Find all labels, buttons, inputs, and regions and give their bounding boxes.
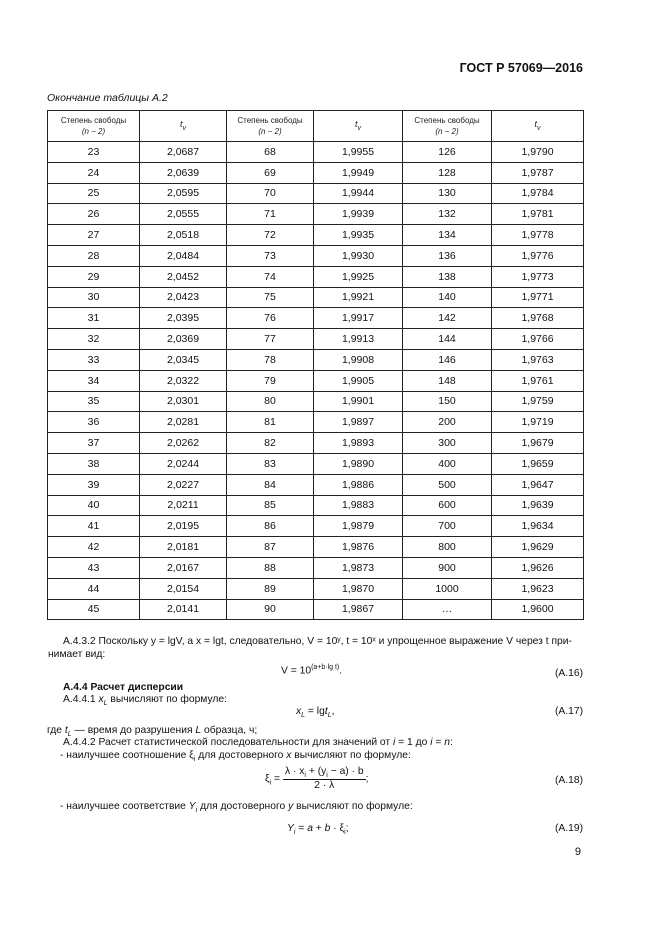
page-number: 9 <box>574 846 581 858</box>
table-cell: 2,0141 <box>140 599 227 620</box>
table-cell: 78 <box>227 349 314 370</box>
table-cell: 43 <box>48 557 140 578</box>
equation-number: (А.16) <box>554 668 583 679</box>
table-cell: 85 <box>227 495 314 516</box>
table-cell: 89 <box>227 578 314 599</box>
table-cell: 73 <box>227 245 314 266</box>
col-header-tv: $t_v$ <box>314 111 403 142</box>
table-cell: 1,9917 <box>314 308 403 329</box>
document-code: ГОСТ Р 57069—2016 <box>459 61 583 75</box>
table-cell: 31 <box>48 308 140 329</box>
table-header-row <box>48 111 584 142</box>
table-row <box>48 225 584 246</box>
table-cell: 1,9759 <box>492 391 584 412</box>
table-cell: 1,9771 <box>492 287 584 308</box>
table-cell: 30 <box>48 287 140 308</box>
table-row <box>48 245 584 266</box>
table-row <box>48 599 584 620</box>
col-header-df: Степень свободы (n − 2) <box>48 111 140 142</box>
table-cell: 136 <box>403 245 492 266</box>
table-cell: 36 <box>48 412 140 433</box>
table-cell: 146 <box>403 349 492 370</box>
table-cell: 1,9897 <box>314 412 403 433</box>
student-t-table <box>47 110 584 620</box>
table-cell: 23 <box>48 142 140 163</box>
paragraph-a441: А.4.4.1 $x_L$ вычисляют по формуле: <box>63 694 228 708</box>
table-cell: 140 <box>403 287 492 308</box>
table-cell: 132 <box>403 204 492 225</box>
table-cell: 1,9873 <box>314 557 403 578</box>
table-cell: 29 <box>48 266 140 287</box>
table-cell: 2,0301 <box>140 391 227 412</box>
table-cell: 27 <box>48 225 140 246</box>
table-cell: 2,0244 <box>140 453 227 474</box>
table-cell: 138 <box>403 266 492 287</box>
equation-a16: $V = 10^{(a+b\cdot lg t)}$. <box>281 664 343 677</box>
table-row <box>48 204 584 225</box>
table-cell: 1,9623 <box>492 578 584 599</box>
table-cell: 1,9766 <box>492 329 584 350</box>
table-cell: 1,9921 <box>314 287 403 308</box>
table-cell: 1,9935 <box>314 225 403 246</box>
table-cell: 2,0423 <box>140 287 227 308</box>
table-cell: 83 <box>227 453 314 474</box>
table-cell: 1,9944 <box>314 183 403 204</box>
table-cell: 1,9905 <box>314 370 403 391</box>
table-cell: 2,0322 <box>140 370 227 391</box>
table-cell: 2,0154 <box>140 578 227 599</box>
table-cell: 2,0167 <box>140 557 227 578</box>
bullet-item: - наилучшее соответствие $Y_i$ для достоверного y вычисляют по формуле: <box>60 801 413 815</box>
table-cell: 1,9719 <box>492 412 584 433</box>
paragraph-a432 <box>48 635 583 661</box>
paragraph-a442: А.4.4.2 Расчет статистической последовательности для значений от i = 1 до i = n: <box>63 737 453 748</box>
table-cell: 2,0452 <box>140 266 227 287</box>
table-row <box>48 287 584 308</box>
table-cell: 81 <box>227 412 314 433</box>
equation-a18: $\xi_i$ = $\frac{\lambda \cdot x_i + (y_i - a) \cdot b}{2 \cdot \lambda}$ ; <box>265 766 369 792</box>
table-cell: 74 <box>227 266 314 287</box>
table-cell: 134 <box>403 225 492 246</box>
paragraph-where: где $t_L$ — время до разрушения L образца, ч; <box>47 725 258 739</box>
table-cell: 800 <box>403 537 492 558</box>
table-cell: 1,9776 <box>492 245 584 266</box>
table-cell: 1,9886 <box>314 474 403 495</box>
table-cell: 1,9901 <box>314 391 403 412</box>
table-cell: 1,9925 <box>314 266 403 287</box>
table-cell: 126 <box>403 142 492 163</box>
table-row <box>48 578 584 599</box>
col-header-df: Степень свободы (n − 2) <box>403 111 492 142</box>
table-row <box>48 183 584 204</box>
table-cell: 1,9876 <box>314 537 403 558</box>
bullet-item: - наилучшее соотношение $\xi_i$ для достоверного x вычисляют по формуле: <box>60 750 411 764</box>
table-cell: 77 <box>227 329 314 350</box>
equation-number: (А.19) <box>554 823 583 834</box>
table-cell: 28 <box>48 245 140 266</box>
table-cell: 71 <box>227 204 314 225</box>
table-cell: 25 <box>48 183 140 204</box>
table-cell: 1,9626 <box>492 557 584 578</box>
table-cell: 79 <box>227 370 314 391</box>
table-cell: 1,9768 <box>492 308 584 329</box>
equation-number: (А.18) <box>554 775 583 786</box>
paragraph-line: нимает вид: <box>48 649 106 660</box>
table-cell: 700 <box>403 516 492 537</box>
table-cell: 1,9781 <box>492 204 584 225</box>
table-row <box>48 266 584 287</box>
table-row <box>48 308 584 329</box>
table-cell: 41 <box>48 516 140 537</box>
table-cell: 2,0687 <box>140 142 227 163</box>
fraction: $\frac{\lambda \cdot x_i + (y_i - a) \cdot b}{2 \cdot \lambda}$ <box>284 766 364 792</box>
table-cell: 1,9639 <box>492 495 584 516</box>
equation-number: (А.17) <box>554 706 583 717</box>
table-cell: 70 <box>227 183 314 204</box>
table-cell: 2,0518 <box>140 225 227 246</box>
table-cell: 1,9634 <box>492 516 584 537</box>
table-cell: 1,9659 <box>492 453 584 474</box>
table-cell: 1,9883 <box>314 495 403 516</box>
table-cell: 82 <box>227 433 314 454</box>
table-cell: 600 <box>403 495 492 516</box>
table-row <box>48 391 584 412</box>
table-cell: 2,0281 <box>140 412 227 433</box>
table-cell: 2,0484 <box>140 245 227 266</box>
table-row <box>48 329 584 350</box>
table-cell: 84 <box>227 474 314 495</box>
table-row <box>48 433 584 454</box>
table-cell: 32 <box>48 329 140 350</box>
table-row <box>48 370 584 391</box>
table-cell: 2,0639 <box>140 162 227 183</box>
table-cell: 76 <box>227 308 314 329</box>
table-cell: 900 <box>403 557 492 578</box>
table-cell: 144 <box>403 329 492 350</box>
table-cell: 400 <box>403 453 492 474</box>
table-cell: 45 <box>48 599 140 620</box>
table-cell: 75 <box>227 287 314 308</box>
table-cell: 2,0227 <box>140 474 227 495</box>
table-cell: 1,9763 <box>492 349 584 370</box>
table-cell: 1,9955 <box>314 142 403 163</box>
table-cell: 1,9778 <box>492 225 584 246</box>
equation-a17: $x_L = \lg t_L$, <box>296 706 335 720</box>
col-header-tv: $t_v$ <box>140 111 227 142</box>
table-cell: 42 <box>48 537 140 558</box>
table-cell: 1,9867 <box>314 599 403 620</box>
table-cell: 148 <box>403 370 492 391</box>
equation-a19: $Y_i = a + b \cdot \xi_i$; <box>287 823 349 837</box>
table-cell: 1,9773 <box>492 266 584 287</box>
table-cell: 1,9939 <box>314 204 403 225</box>
table-cell: 86 <box>227 516 314 537</box>
table-cell: 38 <box>48 453 140 474</box>
table-cell: 1,9790 <box>492 142 584 163</box>
table-cell: 39 <box>48 474 140 495</box>
table-cell: 69 <box>227 162 314 183</box>
table-cell: 1,9787 <box>492 162 584 183</box>
table-cell: 128 <box>403 162 492 183</box>
table-cell: 1,9890 <box>314 453 403 474</box>
table-cell: 2,0395 <box>140 308 227 329</box>
table-cell: 24 <box>48 162 140 183</box>
table-cell: 2,0555 <box>140 204 227 225</box>
table-cell: 1,9679 <box>492 433 584 454</box>
table-cell: 88 <box>227 557 314 578</box>
table-cell: 2,0345 <box>140 349 227 370</box>
table-cell: 1,9879 <box>314 516 403 537</box>
table-cell: 34 <box>48 370 140 391</box>
table-cell: 1,9930 <box>314 245 403 266</box>
table-row <box>48 349 584 370</box>
table-cell: 37 <box>48 433 140 454</box>
table-cell: 1,9761 <box>492 370 584 391</box>
table-cell: 2,0211 <box>140 495 227 516</box>
table-row <box>48 412 584 433</box>
table-row <box>48 557 584 578</box>
table-cell: 130 <box>403 183 492 204</box>
col-header-tv: $t_v$ <box>492 111 584 142</box>
table-caption: Окончание таблицы А.2 <box>47 92 168 104</box>
section-heading-a44: А.4.4 Расчет дисперсии <box>63 682 184 693</box>
table-cell: 1,9784 <box>492 183 584 204</box>
table-cell: 68 <box>227 142 314 163</box>
table-cell: 1,9647 <box>492 474 584 495</box>
table-cell: 35 <box>48 391 140 412</box>
table-cell: 1,9893 <box>314 433 403 454</box>
table-cell: 150 <box>403 391 492 412</box>
table-cell: 2,0262 <box>140 433 227 454</box>
table-row <box>48 453 584 474</box>
table-cell: 1,9600 <box>492 599 584 620</box>
table-cell: 44 <box>48 578 140 599</box>
table-row <box>48 495 584 516</box>
table-cell: 2,0181 <box>140 537 227 558</box>
table-cell: 1,9949 <box>314 162 403 183</box>
table-cell: 90 <box>227 599 314 620</box>
table-cell: … <box>403 599 492 620</box>
col-header-df: Степень свободы (n − 2) <box>227 111 314 142</box>
table-cell: 40 <box>48 495 140 516</box>
table-cell: 2,0595 <box>140 183 227 204</box>
table-cell: 1,9913 <box>314 329 403 350</box>
table-cell: 142 <box>403 308 492 329</box>
table-cell: 2,0195 <box>140 516 227 537</box>
table-cell: 26 <box>48 204 140 225</box>
table-cell: 1,9908 <box>314 349 403 370</box>
table-cell: 80 <box>227 391 314 412</box>
table-row <box>48 474 584 495</box>
table-cell: 87 <box>227 537 314 558</box>
table-cell: 1,9629 <box>492 537 584 558</box>
table-cell: 2,0369 <box>140 329 227 350</box>
table-cell: 1000 <box>403 578 492 599</box>
table-row <box>48 516 584 537</box>
table-cell: 72 <box>227 225 314 246</box>
table-row <box>48 162 584 183</box>
table-row <box>48 537 584 558</box>
paragraph-line: А.4.3.2 Поскольку y = lgV, а x = lgt, следовательно, V = 10ʸ, t = 10ˣ и упрощенное выражение V через t при- <box>63 636 572 647</box>
table-cell: 300 <box>403 433 492 454</box>
table-cell: 200 <box>403 412 492 433</box>
table-cell: 1,9870 <box>314 578 403 599</box>
table-cell: 500 <box>403 474 492 495</box>
table-row <box>48 142 584 163</box>
table-cell: 33 <box>48 349 140 370</box>
